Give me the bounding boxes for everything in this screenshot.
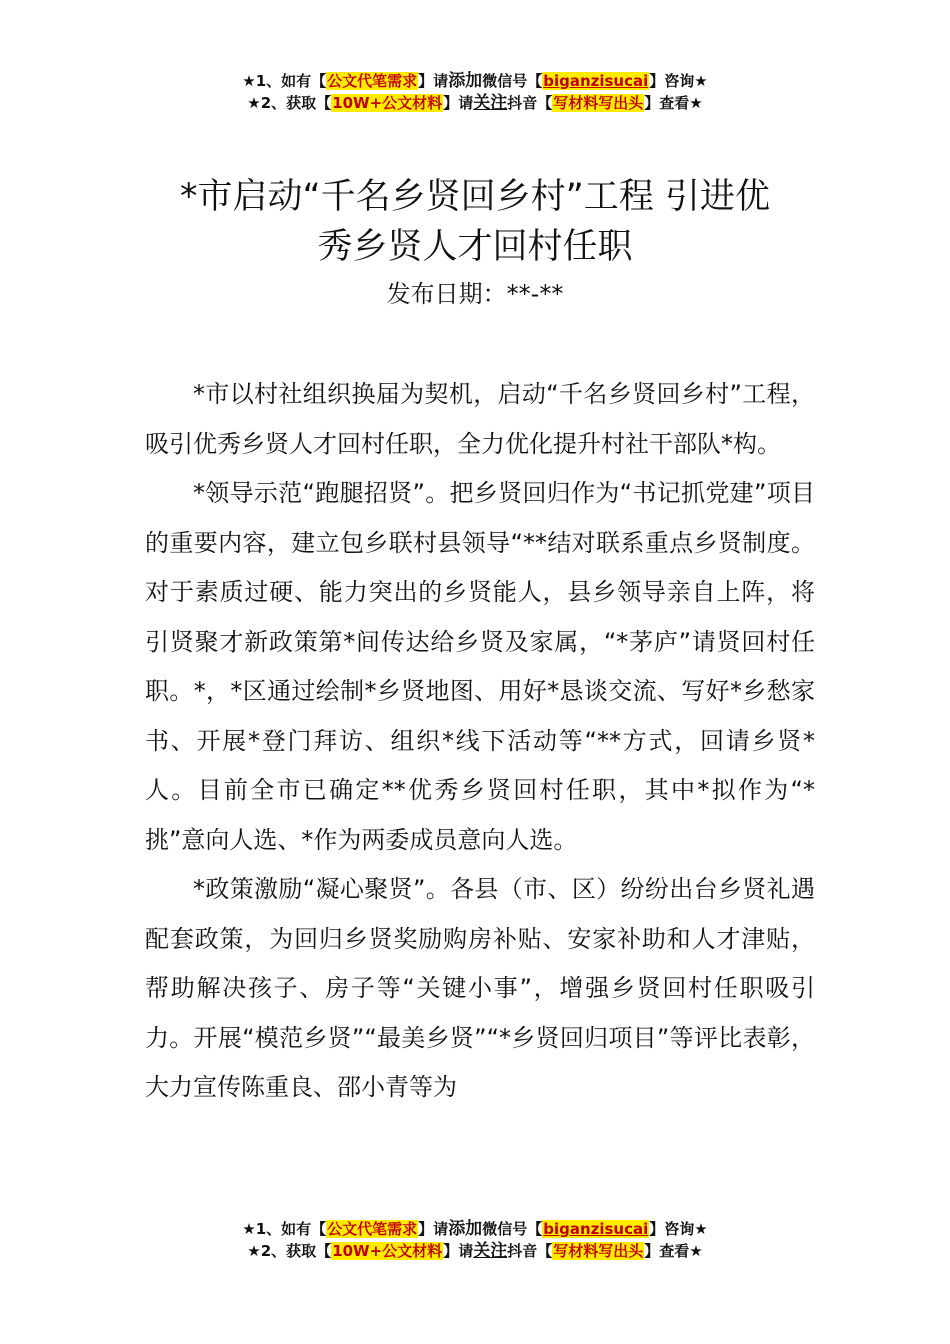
banner-text: 】咨询★	[649, 72, 708, 90]
title-line-2: 秀乡贤人才回村任职	[317, 227, 633, 267]
highlight-service: 公文代笔需求	[327, 72, 418, 90]
highlight-service: 公文代笔需求	[327, 1220, 418, 1238]
emphasis-text: 关注	[473, 1241, 508, 1261]
title-line-1: *市启动“千名乡贤回乡村”工程 引进优	[180, 177, 770, 217]
banner-line-2	[0, 92, 950, 114]
wechat-id[interactable]: biganzisucai	[543, 1220, 649, 1238]
highlight-materials: 10W+公文材料	[332, 1242, 443, 1260]
emphasis-text: 添加	[448, 71, 483, 91]
article-body	[145, 370, 815, 1113]
paragraph: *领导示范“跑腿招贤”。把乡贤回归作为“书记抓党建”项目的重要内容，建立包乡联村县领导“**结对联系重点乡贤制度。对于素质过硬、能力突出的乡贤能人，县乡领导亲自上阵，将引贤聚才新政策第*间传达给乡贤及家属，“*茅庐”请贤回村任职。*，*区通过绘制*乡贤地图、用好*恳谈交流、写好*乡愁家书、开展*登门拜访、组织*线下活动等“**方式，回请乡贤*人。目前全市已确定**优秀乡贤回村任职，其中*拟作为“*挑”意向人选、*作为两委成员意向人选。	[145, 479, 815, 854]
banner-text: 】请	[418, 72, 449, 90]
banner-line-1	[0, 70, 950, 92]
banner-text: 抖音【	[507, 1242, 553, 1260]
publish-date: 发布日期：**-**	[386, 280, 564, 308]
emphasis-text: 添加	[448, 1219, 483, 1239]
banner-text: 微信号【	[482, 72, 543, 90]
banner-text: 】请	[443, 1242, 474, 1260]
banner-text: 】查看★	[644, 1242, 703, 1260]
douyin-account[interactable]: 写材料写出头	[553, 1242, 644, 1260]
header-banner	[0, 70, 950, 114]
banner-text: 抖音【	[507, 94, 553, 112]
emphasis-text: 关注	[473, 93, 508, 113]
banner-text: ★2、获取【	[247, 1242, 332, 1260]
douyin-account[interactable]: 写材料写出头	[553, 94, 644, 112]
banner-text: ★2、获取【	[247, 94, 332, 112]
banner-text: 】请	[443, 94, 474, 112]
banner-text: 】查看★	[644, 94, 703, 112]
highlight-materials: 10W+公文材料	[332, 94, 443, 112]
banner-text: 】咨询★	[649, 1220, 708, 1238]
banner-text: 微信号【	[482, 1220, 543, 1238]
article-title	[120, 172, 830, 272]
banner-text: ★1、如有【	[242, 72, 327, 90]
banner-text: 】请	[418, 1220, 449, 1238]
paragraph: *政策激励“凝心聚贤”。各县（市、区）纷纷出台乡贤礼遇配套政策，为回归乡贤奖励购房补贴、安家补助和人才津贴，帮助解决孩子、房子等“关键小事”，增强乡贤回村任职吸引力。开展“模范乡贤”“最美乡贤”“*乡贤回归项目”等评比表彰，大力宣传陈重良、邵小青等为	[145, 875, 815, 1101]
banner-line-2	[0, 1240, 950, 1262]
paragraph: *市以村社组织换届为契机，启动“千名乡贤回乡村”工程，吸引优秀乡贤人才回村任职，全力优化提升村社干部队*构。	[145, 380, 815, 458]
wechat-id[interactable]: biganzisucai	[543, 72, 649, 90]
footer-banner	[0, 1218, 950, 1262]
banner-line-1	[0, 1218, 950, 1240]
banner-text: ★1、如有【	[242, 1220, 327, 1238]
